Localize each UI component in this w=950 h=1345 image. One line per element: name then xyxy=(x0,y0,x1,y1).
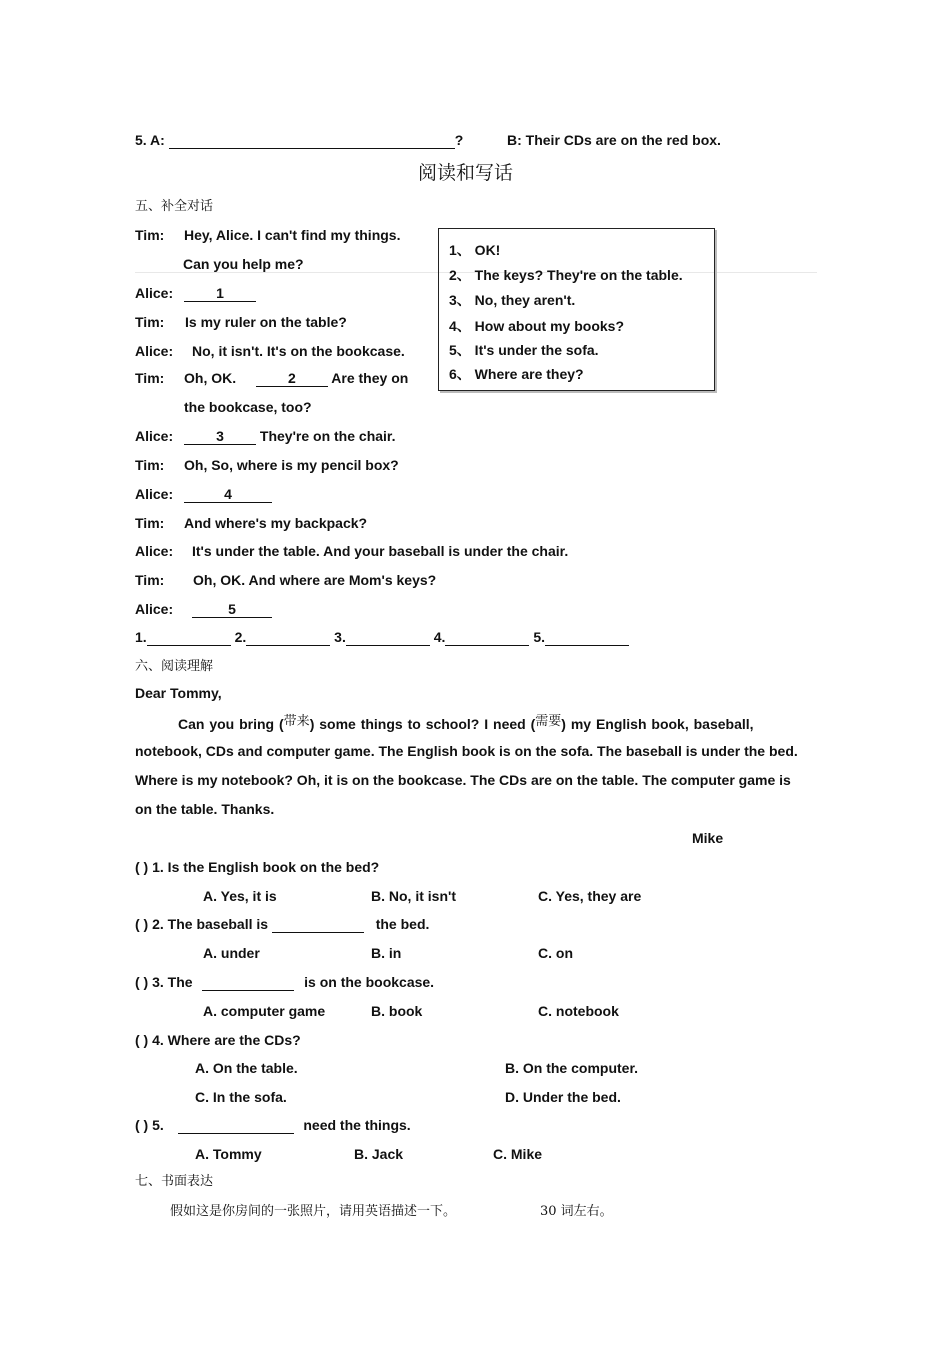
dialogue-line: Hey, Alice. I can't find my things. xyxy=(184,227,401,243)
section5-heading: 五、补全对话 xyxy=(135,199,214,214)
letter-signature: Mike xyxy=(692,830,724,846)
gloss-bring: 带来 xyxy=(283,714,310,729)
dialogue-speaker: Alice: xyxy=(135,601,174,617)
question-row xyxy=(135,916,429,933)
section-title: 阅读和写话 xyxy=(418,162,514,184)
dialogue-line: Oh, So, where is my pencil box? xyxy=(184,457,399,473)
answer-slot-label: 1. xyxy=(135,629,147,645)
dialogue-speaker: Alice: xyxy=(135,543,174,559)
option-item: 4、 How about my books? xyxy=(449,318,625,334)
answer-paren[interactable]: ( ) xyxy=(135,974,149,990)
answer-paren[interactable]: ( ) xyxy=(135,916,149,932)
option-item: 2、 The keys? They're on the table. xyxy=(449,267,683,283)
dialogue-blank-2[interactable]: 2 xyxy=(256,370,328,387)
letter-text: ) some things to school? I need ( xyxy=(309,716,536,732)
question-option[interactable]: A. On the table. xyxy=(195,1060,298,1076)
letter-line-3: Where is my notebook? Oh, it is on the bookcase. The CDs are on the table. The computer game is xyxy=(135,772,791,788)
answer-slot-blank[interactable] xyxy=(445,629,529,646)
question-option[interactable]: B. No, it isn't xyxy=(371,888,456,904)
letter-line-4: on the table. Thanks. xyxy=(135,801,275,817)
dialogue-blank-5[interactable]: 5 xyxy=(192,601,272,618)
answer-slot-label: 3. xyxy=(334,629,346,645)
question-text: 5. xyxy=(152,1117,164,1133)
options-box xyxy=(438,228,715,391)
question-text: need the things. xyxy=(303,1117,411,1133)
dialogue-line: They're on the chair. xyxy=(259,428,396,444)
q5-line xyxy=(135,132,463,149)
answer-slots xyxy=(135,629,629,646)
section7-heading: 七、书面表达 xyxy=(135,1174,214,1189)
question-text: 2. The baseball is xyxy=(152,916,269,932)
dialogue-line: It's under the table. And your baseball is under the chair. xyxy=(192,543,569,559)
question-option[interactable]: C. Yes, they are xyxy=(538,888,642,904)
question-option[interactable]: A. Yes, it is xyxy=(203,888,277,904)
dialogue-speaker: Alice: xyxy=(135,486,174,502)
dialogue-speaker: Alice: xyxy=(135,428,174,444)
question-option[interactable]: A. under xyxy=(203,945,260,961)
question-option[interactable]: B. book xyxy=(371,1003,423,1019)
question-option[interactable]: C. Mike xyxy=(493,1146,543,1162)
question-option[interactable]: C. In the sofa. xyxy=(195,1089,287,1105)
letter-text: Can you bring ( xyxy=(178,716,284,732)
question-option[interactable]: B. Jack xyxy=(354,1146,404,1162)
answer-slot-blank[interactable] xyxy=(147,629,231,646)
word-count: 30 词左右。 xyxy=(540,1204,613,1219)
answer-slot-label: 4. xyxy=(433,629,446,645)
question-blank[interactable] xyxy=(178,1117,294,1134)
dialogue-speaker: Tim: xyxy=(135,515,165,531)
question-text: the bed. xyxy=(375,916,430,932)
question-option[interactable]: C. notebook xyxy=(538,1003,619,1019)
dialogue-blank-1[interactable]: 1 xyxy=(184,285,256,302)
question-option[interactable]: A. Tommy xyxy=(195,1146,262,1162)
answer-paren[interactable]: ( ) xyxy=(135,1117,149,1133)
answer-paren[interactable]: ( ) xyxy=(135,1032,149,1048)
answer-slot-blank[interactable] xyxy=(346,629,430,646)
dialogue-line: Oh, OK. xyxy=(184,370,237,386)
answer-slot-label: 5. xyxy=(533,629,545,645)
question-row xyxy=(135,859,379,875)
dialogue-line: No, it isn't. It's on the bookcase. xyxy=(192,343,405,359)
question-option[interactable]: B. On the computer. xyxy=(505,1060,639,1076)
option-item: 5、 It's under the sofa. xyxy=(449,342,599,358)
dialogue-line: Is my ruler on the table? xyxy=(185,314,347,330)
question-text: 3. The xyxy=(152,974,193,990)
dialogue-speaker: Alice: xyxy=(135,343,174,359)
gloss-need: 需要 xyxy=(535,714,562,729)
question-option[interactable]: D. Under the bed. xyxy=(505,1089,621,1105)
letter-line-2: notebook, CDs and computer game. The English book is on the sofa. The baseball is under the bed. xyxy=(135,743,798,759)
dialogue-speaker: Alice: xyxy=(135,285,174,301)
q5-question-mark: ? xyxy=(454,132,464,148)
dialogue-line: the bookcase, too? xyxy=(184,399,312,415)
dialogue-speaker: Tim: xyxy=(135,370,165,386)
question-option[interactable]: A. computer game xyxy=(203,1003,326,1019)
section6-heading: 六、阅读理解 xyxy=(135,659,214,674)
question-option[interactable]: C. on xyxy=(538,945,573,961)
dialogue-line: Oh, OK. And where are Mom's keys? xyxy=(193,572,437,588)
question-row xyxy=(135,1032,301,1048)
question-blank[interactable] xyxy=(272,916,364,933)
q5-b-text: B: Their CDs are on the red box. xyxy=(507,132,721,148)
answer-slot-label: 2. xyxy=(234,629,247,645)
question-option[interactable]: B. in xyxy=(371,945,402,961)
question-row xyxy=(135,974,434,991)
dialogue-blank-3[interactable]: 3 xyxy=(184,428,256,445)
q5-a-label: 5. A: xyxy=(135,132,165,148)
letter-line-1 xyxy=(178,714,754,733)
question-blank[interactable] xyxy=(202,974,294,991)
dialogue-line: Are they on xyxy=(331,370,409,386)
question-text: 4. Where are the CDs? xyxy=(152,1032,301,1048)
option-item: 3、 No, they aren't. xyxy=(449,292,576,308)
dialogue-line: Can you help me? xyxy=(183,256,304,272)
question-text: 1. Is the English book on the bed? xyxy=(152,859,380,875)
writing-instruction: 假如这是你房间的一张照片，请用英语描述一下。 xyxy=(170,1204,457,1219)
letter-text: ) my English book, baseball, xyxy=(561,716,754,732)
q5-answer-blank[interactable] xyxy=(169,132,455,149)
question-text: is on the bookcase. xyxy=(304,974,435,990)
dialogue-speaker: Tim: xyxy=(135,227,165,243)
answer-slot-blank[interactable] xyxy=(545,629,629,646)
dialogue-speaker: Tim: xyxy=(135,572,165,588)
answer-slot-blank[interactable] xyxy=(246,629,330,646)
dialogue-line: And where's my backpack? xyxy=(184,515,368,531)
option-item: 6、 Where are they? xyxy=(449,366,584,382)
dialogue-blank-4[interactable]: 4 xyxy=(184,486,272,503)
question-row xyxy=(135,1117,411,1134)
letter-greeting: Dear Tommy, xyxy=(135,685,222,701)
answer-paren[interactable]: ( ) xyxy=(135,859,149,875)
dialogue-speaker: Tim: xyxy=(135,457,165,473)
option-item: 1、 OK! xyxy=(449,242,501,258)
dialogue-speaker: Tim: xyxy=(135,314,165,330)
